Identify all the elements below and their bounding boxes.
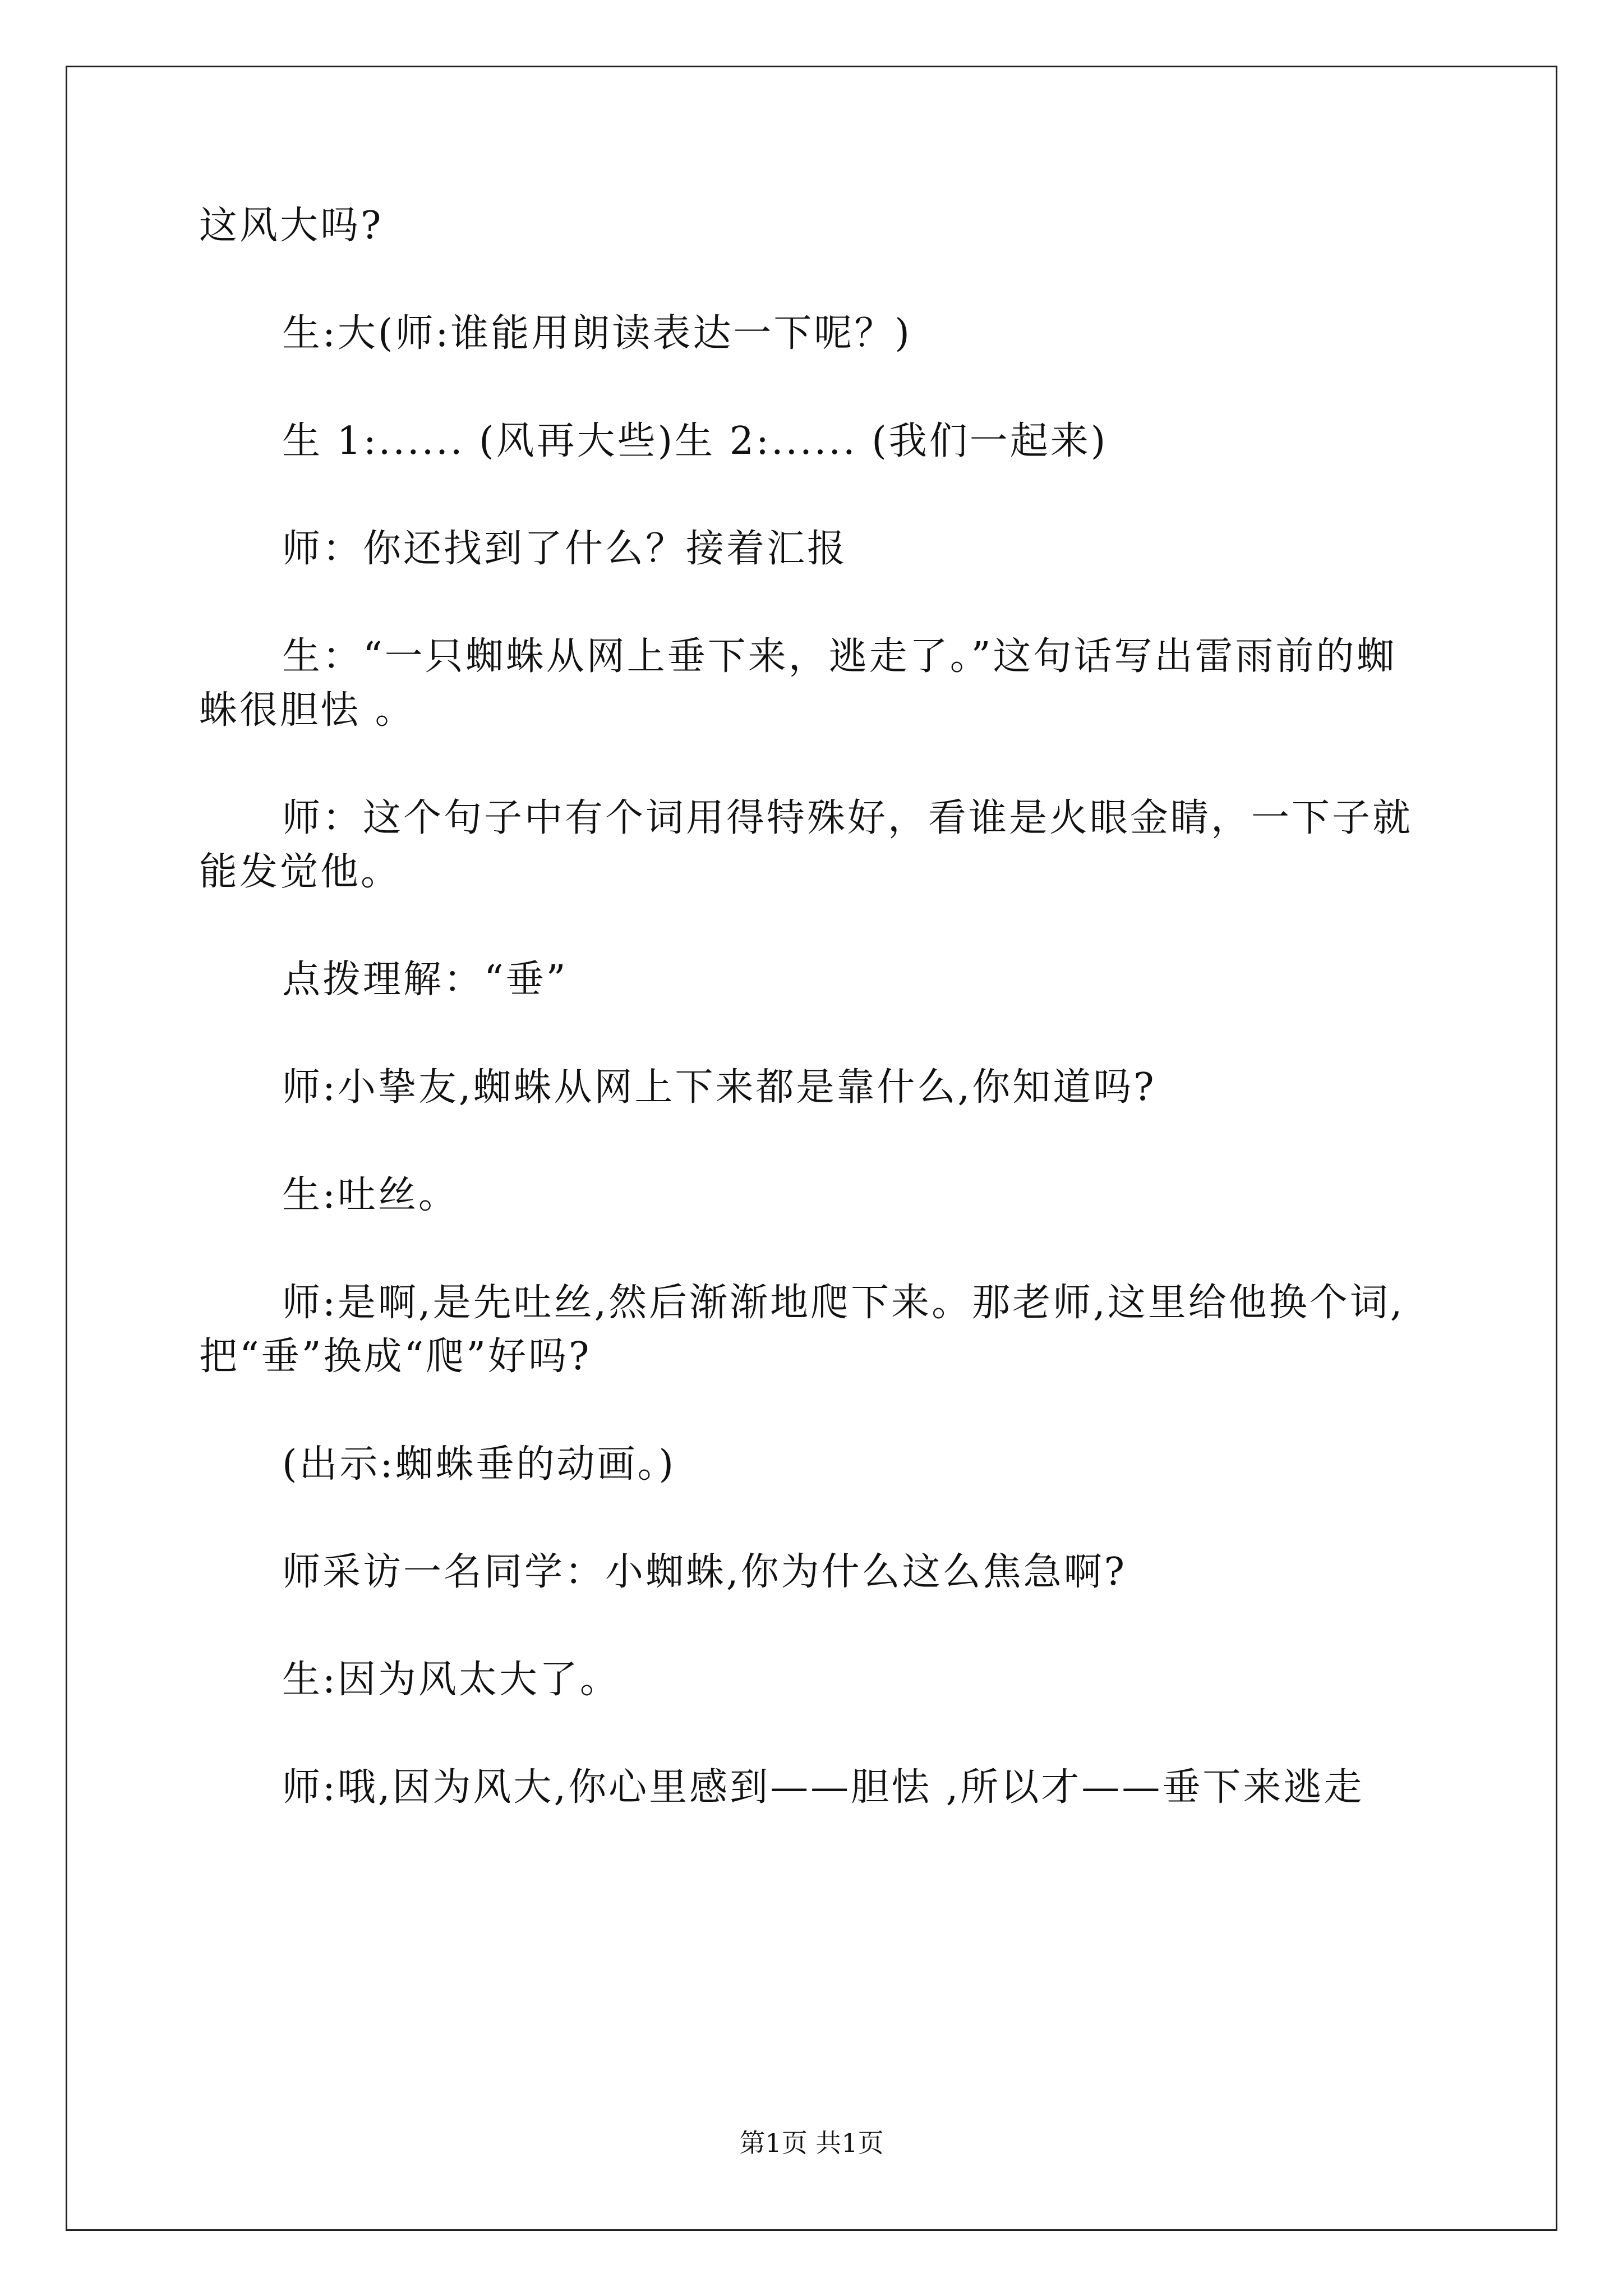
paragraph: 师：这个句子中有个词用得特殊好，看谁是火眼金睛，一下子就能发觉他。: [199, 796, 1413, 894]
paragraph: 这风大吗?: [199, 204, 384, 248]
paragraph: 师：你还找到了什么？接着汇报: [282, 527, 848, 571]
paragraph: 师:小挚友,蜘蛛从网上下来都是靠什么,你知道吗?: [282, 1065, 1156, 1110]
paragraph: 生:大(师:谁能用朗读表达一下呢？): [282, 311, 912, 356]
page-number-footer: 第1页 共1页: [739, 2128, 884, 2158]
paragraph: 师:是啊,是先吐丝,然后渐渐地爬下来。那老师,这里给他换个词,把“垂”换成“爬”好吗?: [199, 1281, 1405, 1379]
paragraph: 生:因为风太大了。: [282, 1658, 620, 1702]
document-body: [199, 199, 1433, 1869]
paragraph: 师:哦,因为风大,你心里感到——胆怯 ,所以才——垂下来逃走: [282, 1765, 1364, 1810]
paragraph: (出示:蜘蛛垂的动画。): [282, 1442, 676, 1487]
paragraph: 师采访一名同学：小蜘蛛,你为什么这么焦急啊?: [282, 1550, 1127, 1594]
paragraph: 生 1:...... (风再大些)生 2:...... (我们一起来): [282, 419, 1108, 463]
paragraph: 生:吐丝。: [282, 1173, 459, 1217]
paragraph: 生：“一只蜘蛛从网上垂下来，逃走了。”这句话写出雷雨前的蜘蛛很胆怯 。: [199, 634, 1397, 733]
paragraph: 点拨理解：“垂”: [282, 958, 568, 1002]
